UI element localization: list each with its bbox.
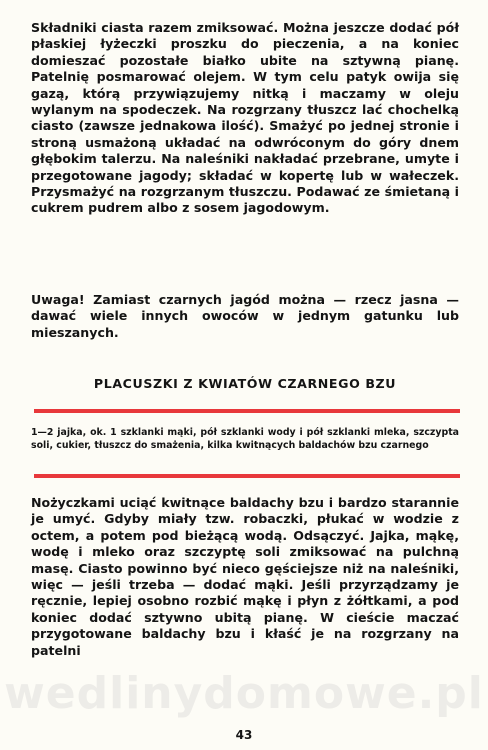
- ingredients-list: 1—2 jajka, ok. 1 szklanki mąki, pół szklanki wody i pół szklanki mleka, szczypta soli, cukier, tłuszcz do smażenia, kilka kwitnących baldachów bzu czarnego: [31, 427, 459, 451]
- watermark: wedlinydomowe.pl: [4, 668, 484, 719]
- page-number: 43: [235, 728, 253, 742]
- note-paragraph: [31, 292, 459, 341]
- bottom-red-rule: [34, 474, 460, 478]
- top-red-rule: [34, 409, 460, 413]
- instructions-paragraph: Nożyczkami uciąć kwitnące baldachy bzu i bardzo starannie je umyć. Gdyby miały tzw. robaczki, płukać w wodzie z octem, a potem pod bieżącą wodą. Odsączyć. Jajka, mąkę, wodę i mleko oraz szczyptę soli zmiksować na pulchną masę. Ciasto powinno być nieco gęściejsze niż na naleśniki, więc — jeśli trzeba — dodać mąki. Jeśli przyrządzamy je ręcznie, lepiej osobno rozbić mąkę i płyn z żółtkami, a pod koniec dodać sztywno ubitą pianę. W cieście maczać przygotowane baldachy bzu i kłaść je na rozgrzany na patelni: [31, 495, 459, 658]
- note-text: Zamiast czarnych jagód można — rzecz jasna — dawać wiele innych owoców w jednym gatunku lub mieszanych.: [31, 292, 459, 340]
- recipe-title: PLACUSZKI Z KWIATÓW CZARNEGO BZU: [93, 376, 397, 391]
- note-label: Uwaga!: [31, 292, 85, 307]
- intro-paragraph: Składniki ciasta razem zmiksować. Można jeszcze dodać pół płaskiej łyżeczki proszku do pieczenia, a na koniec domieszać pozostałe białko ubite na sztywną pianę. Patelnię posmarować olejem. W tym celu patyk owija się gazą, którą przywiązujemy nitką i maczamy w oleju wylanym na spodeczek. Na rozgrzany tłuszcz lać chochelką ciasto (zawsze jednakowa ilość). Smażyć po jednej stronie i stroną usmażoną układać na odwróconym do góry dnem głębokim talerzu. Na naleśniki nakładać przebrane, umyte i przegotowane jagody; składać w kopertę lub w wałeczek. Przysmażyć na rozgrzanym tłuszczu. Podawać ze śmietaną i cukrem pudrem albo z sosem jagodowym.: [31, 20, 459, 216]
